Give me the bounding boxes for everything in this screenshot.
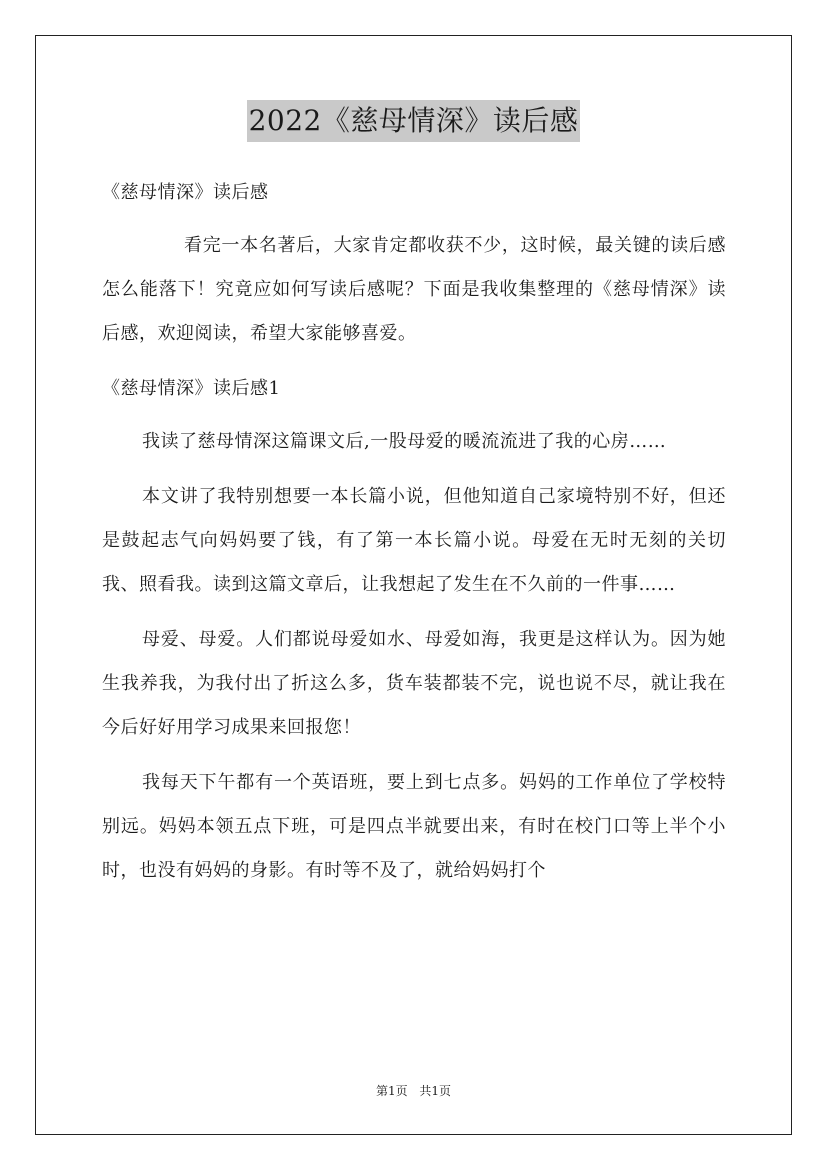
page-footer: [0, 1082, 827, 1099]
intro-paragraph: 看完一本名著后，大家肯定都收获不少，这时候，最关键的读后感怎么能落下！究竟应如何写读后感呢？下面是我收集整理的《慈母情深》读后感，欢迎阅读，希望大家能够喜爱。: [102, 235, 726, 344]
document-body: [102, 171, 726, 904]
subtitle: 《慈母情深》读后感: [102, 182, 269, 203]
body-paragraph: 我每天下午都有一个英语班，要上到七点多。妈妈的工作单位了学校特别远。妈妈本领五点下班，可是四点半就要出来，有时在校门口等上半个小时，也没有妈妈的身影。有时等不及了，就给妈妈打个: [102, 772, 726, 881]
page-total: 共1页: [419, 1084, 452, 1098]
body-paragraph: 母爱、母爱。人们都说母爱如水、母爱如海，我更是这样认为。因为她生我养我，为我付出了折这么多，货车装都装不完，说也说不尽，就让我在今后好好用学习成果来回报您！: [102, 629, 726, 738]
page-number: 第1页: [375, 1084, 408, 1098]
section-heading: 《慈母情深》读后感1: [102, 378, 281, 399]
body-paragraph: 我读了慈母情深这篇课文后,一股母爱的暖流流进了我的心房……: [142, 431, 667, 452]
title-container: [0, 100, 827, 142]
body-paragraph: 本文讲了我特别想要一本长篇小说，但他知道自己家境特别不好，但还是鼓起志气向妈妈要了钱，有了第一本长篇小说。母爱在无时无刻的关切我、照看我。读到这篇文章后，让我想起了发生在不久前的一件事……: [102, 486, 726, 595]
document-title: 2022《慈母情深》读后感: [247, 100, 581, 142]
